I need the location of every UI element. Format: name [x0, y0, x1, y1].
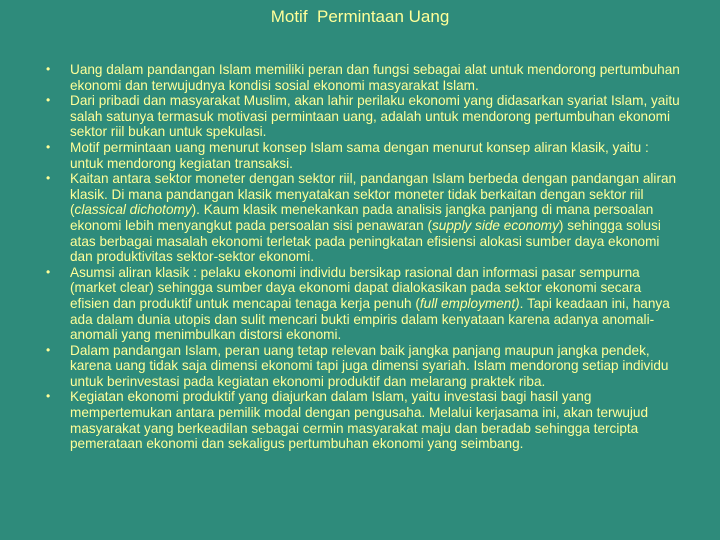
bullet-text-segment: Asumsi aliran klasik : pelaku ekonomi individu bersikap rasional dan informasi pasar sempurna (market clear) sehingga sumber daya ekonomi dapat dialokasikan pada sektor ekonomi secara efisien dan produktif untuk mencapai tenaga kerja penuh (	[70, 264, 642, 311]
bullet-dot-icon: •	[46, 342, 51, 357]
bullet-text-segment: Motif permintaan uang menurut konsep Islam sama dengan menurut konsep aliran klasik, yaitu : untuk mendorong kegiatan transaksi.	[70, 139, 649, 171]
bullet-dot-icon: •	[46, 389, 51, 404]
bullet-text-segment: Kaitan antara sektor moneter dengan sektor riil, pandangan Islam berbeda dengan pandangan aliran klasik. Di mana pandangan klasik menyatakan sektor moneter tidak berkaitan dengan sektor riil (	[70, 171, 677, 218]
bullet-text	[70, 62, 682, 93]
bullet-list	[42, 62, 682, 452]
bullet-text	[70, 265, 682, 343]
bullet-text-segment: Dalam pandangan Islam, peran uang tetap relevan baik jangka panjang maupun jangka pendek, karena uang tidak saja dimensi ekonomi tapi juga dimensi syariah. Islam mendorong setiap individu untuk berinvestasi pada kegiatan ekonomi produktif dan melarang praktek riba.	[70, 342, 669, 389]
bullet-dot-icon: •	[46, 264, 51, 279]
bullet-dot-icon: •	[46, 62, 51, 76]
bullet-text-segment: . Tapi keadaan ini, hanya ada dalam dunia utopis dan sulit mencari bukti empiris dalam kenyataan karena adanya anomali-anomali yang menimbulkan distorsi ekonomi.	[70, 295, 670, 343]
bullet-dot-icon: •	[46, 93, 51, 108]
bullet-item	[42, 389, 682, 451]
bullet-dot-icon: •	[46, 171, 51, 186]
bullet-text	[70, 171, 682, 265]
slide-title: Motif Permintaan Uang	[270, 7, 450, 26]
bullet-item	[42, 62, 682, 93]
bullet-text	[70, 343, 682, 390]
bullet-text-italic: full employment)	[419, 295, 520, 311]
bullet-item	[42, 93, 682, 140]
bullet-text	[70, 389, 682, 451]
bullet-dot-icon: •	[46, 139, 51, 154]
bullet-text-segment: ). Kaum klasik menekankan pada analisis jangka panjang di mana persoalan ekonomi lebih menyangkut pada persoalan sisi penawaran (	[70, 202, 654, 233]
bullet-text-segment: Dari pribadi dan masyarakat Muslim, akan lahir perilaku ekonomi yang didasarkan syariat Islam, yaitu salah satunya termasuk motivasi permintaan uang, adalah untuk mendorong pertumbuhan ekonomi sektor riil bukan untuk spekulasi.	[70, 93, 680, 140]
bullet-text-italic: supply side economy	[431, 217, 559, 233]
bullet-text-segment: Kegiatan ekonomi produktif yang diajurkan dalam Islam, yaitu investasi bagi hasil yang mempertemukan antara pemilik modal dengan pengusaha. Melalui kerjasama ini, akan terwujud masyarakat yang berkeadilan sebagai cermin masyarakat maju dan beradab sehingga tercipta pemerataan ekonomi dan sekaligus pertumbuhan ekonomi yang seimbang.	[70, 389, 649, 452]
bullet-item	[42, 171, 682, 265]
bullet-text	[70, 93, 682, 140]
bullet-text	[70, 140, 682, 171]
bullet-text-segment: ) sehingga solusi atas berbagai masalah ekonomi terletak pada peningkatan efisiensi alokasi sumber daya ekonomi dan produktivitas sektor-sektor ekonomi.	[70, 217, 661, 265]
bullet-item	[42, 140, 682, 171]
bullet-text-segment: Uang dalam pandangan Islam memiliki peran dan fungsi sebagai alat untuk mendorong pertumbuhan ekonomi dan terwujudnya kondisi sosial ekonomi masyarakat Islam.	[70, 62, 680, 93]
bullet-text-italic: classical dichotomy	[74, 202, 192, 218]
bullet-item	[42, 265, 682, 343]
bullet-item	[42, 343, 682, 390]
